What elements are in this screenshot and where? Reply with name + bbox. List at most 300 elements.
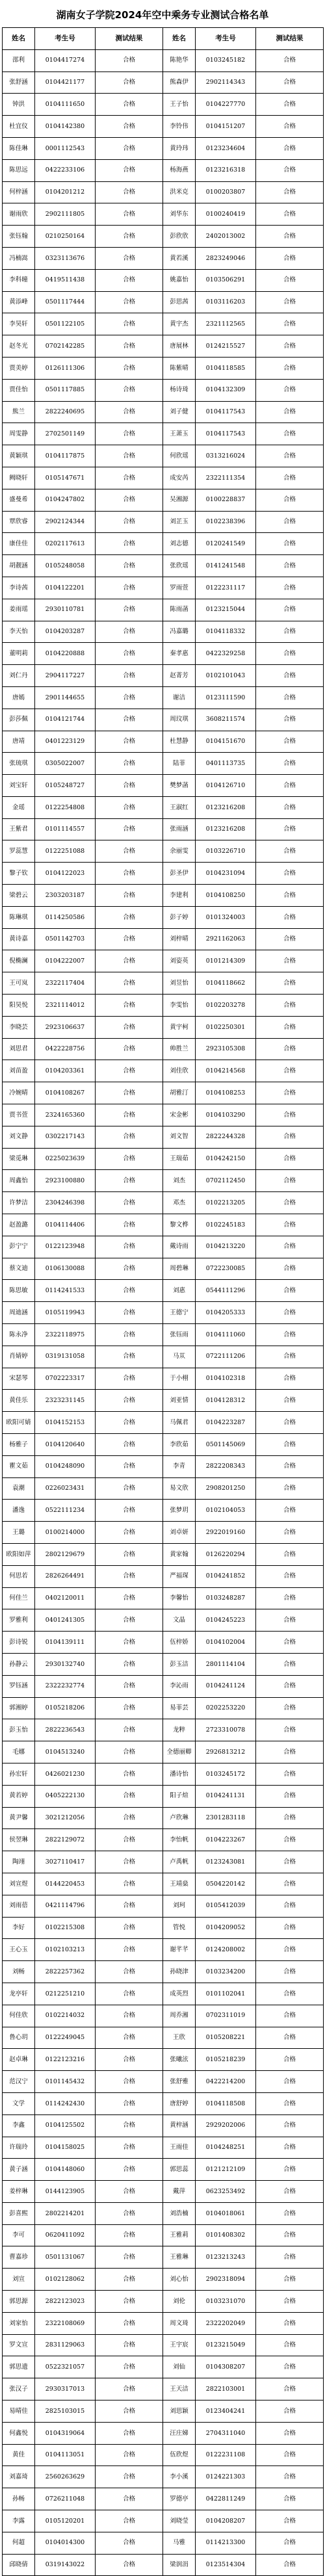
column-header-exam-number: 考生号	[196, 28, 256, 50]
cell-exam-number: 0702112450	[196, 1170, 256, 1192]
cell-exam-number: 2802129679	[35, 1543, 96, 1565]
table-row	[3, 2444, 324, 2466]
cell-exam-number: 0722230085	[196, 1258, 256, 1280]
cell-exam-number: 0104102318	[196, 1368, 256, 1390]
table-row	[3, 247, 324, 269]
cell-result: 合格	[96, 863, 163, 885]
cell-result: 合格	[256, 643, 324, 665]
cell-result: 合格	[96, 1060, 163, 1082]
cell-exam-number: 0402120011	[35, 1587, 96, 1609]
cell-exam-number: 0702142285	[35, 335, 96, 358]
table-row	[3, 1983, 324, 2005]
cell-exam-number: 0501145069	[196, 1434, 256, 1456]
cell-result: 合格	[256, 1807, 324, 1829]
cell-exam-number: 0104102004	[196, 1632, 256, 1654]
cell-name: 董明莉	[3, 643, 35, 665]
cell-result: 合格	[256, 1302, 324, 1324]
cell-exam-number: 0122123948	[35, 1236, 96, 1258]
cell-name: 贾美婷	[3, 357, 35, 379]
cell-result: 合格	[96, 1500, 163, 1522]
cell-exam-number: 0123243081	[196, 1851, 256, 1873]
cell-exam-number: 0123404241	[196, 2400, 256, 2423]
cell-result: 合格	[96, 555, 163, 577]
table-row	[3, 335, 324, 358]
cell-exam-number: 2831129063	[35, 2334, 96, 2356]
cell-name: 戴萍	[163, 2181, 196, 2203]
cell-name: 罗蕊慧	[3, 840, 35, 863]
table-row	[3, 2202, 324, 2224]
cell-exam-number: 0104242150	[196, 1148, 256, 1170]
cell-result: 合格	[256, 1961, 324, 1983]
cell-result: 合格	[256, 1346, 324, 1368]
cell-result: 合格	[256, 1873, 324, 1895]
cell-name: 郭思蕊	[163, 2159, 196, 2181]
cell-exam-number: 2822103001	[196, 2378, 256, 2400]
cell-exam-number: 2702501149	[35, 423, 96, 445]
cell-result: 合格	[256, 1477, 324, 1500]
cell-result: 合格	[96, 511, 163, 533]
cell-exam-number: 0422233106	[35, 159, 96, 181]
cell-name: 覃欣睿	[3, 511, 35, 533]
cell-result: 合格	[96, 599, 163, 621]
cell-result: 合格	[96, 2400, 163, 2423]
cell-result: 合格	[256, 2269, 324, 2291]
cell-exam-number: 0123234604	[196, 137, 256, 159]
cell-name: 帅胜兰	[163, 1038, 196, 1060]
cell-result: 合格	[96, 2202, 163, 2224]
cell-result: 合格	[256, 1895, 324, 1917]
cell-result: 合格	[256, 1917, 324, 1939]
cell-exam-number: 0105208221	[196, 2027, 256, 2049]
cell-exam-number: 0114213300	[196, 2532, 256, 2554]
cell-name: 刘晓莹	[163, 2510, 196, 2532]
cell-name: 王德宁	[163, 1302, 196, 1324]
table-row	[3, 1038, 324, 1060]
table-row	[3, 533, 324, 555]
cell-exam-number: 0122231117	[196, 577, 256, 599]
cell-exam-number: 2303203187	[35, 885, 96, 907]
cell-exam-number: 0422329258	[196, 643, 256, 665]
cell-exam-number: 0501117885	[35, 379, 96, 401]
table-body	[3, 49, 324, 2576]
cell-exam-number: 0426021230	[35, 1763, 96, 1785]
cell-exam-number: 0123213243	[196, 2246, 256, 2269]
cell-name: 王宇宸	[163, 2334, 196, 2356]
cell-name: 何佳欣	[3, 2005, 35, 2027]
cell-exam-number: 0121212109	[196, 2159, 256, 2181]
cell-exam-number: 2304246398	[35, 1192, 96, 1214]
cell-name: 何佳兰	[3, 1587, 35, 1609]
cell-exam-number: 0101145432	[35, 2071, 96, 2093]
cell-result: 合格	[96, 226, 163, 248]
cell-name: 周文琦	[163, 2312, 196, 2334]
cell-exam-number: 0104122023	[35, 863, 96, 885]
cell-result: 合格	[256, 1697, 324, 1719]
cell-result: 合格	[256, 775, 324, 797]
cell-name: 瞿文茹	[3, 1455, 35, 1477]
cell-name: 黄家翰	[163, 1543, 196, 1565]
cell-result: 合格	[256, 2488, 324, 2510]
cell-exam-number: 2802214201	[35, 2202, 96, 2224]
cell-exam-number: 0104108250	[196, 885, 256, 907]
cell-name: 唐展林	[163, 335, 196, 358]
table-row	[3, 2224, 324, 2246]
cell-result: 合格	[256, 1368, 324, 1390]
cell-exam-number: 0123216318	[196, 159, 256, 181]
cell-exam-number: 0104222007	[35, 950, 96, 972]
cell-result: 合格	[256, 1565, 324, 1587]
cell-name: 伍梓娇	[163, 1632, 196, 1654]
cell-name: 周碧琳	[163, 1258, 196, 1280]
cell-exam-number: 0104117543	[196, 423, 256, 445]
cell-name: 金瑶	[3, 796, 35, 818]
cell-result: 合格	[96, 2181, 163, 2203]
table-row	[3, 1807, 324, 1829]
cell-name: 黄尹馨	[3, 1807, 35, 1829]
cell-name: 李怡帆	[163, 1829, 196, 1851]
cell-name: 张琉琪	[3, 753, 35, 775]
cell-result: 合格	[96, 972, 163, 995]
cell-exam-number: 0104214568	[196, 1060, 256, 1082]
cell-result: 合格	[96, 1236, 163, 1258]
cell-exam-number: 2322111354	[196, 467, 256, 489]
cell-result: 合格	[96, 2159, 163, 2181]
cell-result: 合格	[96, 818, 163, 840]
cell-result: 合格	[96, 137, 163, 159]
cell-exam-number: 0104248251	[196, 2137, 256, 2159]
cell-name: 贾书萱	[3, 1104, 35, 1126]
cell-exam-number: 2321114012	[35, 995, 96, 1017]
cell-exam-number: 0401223129	[35, 731, 96, 753]
cell-exam-number: 0103231070	[196, 2291, 256, 2313]
table-row	[3, 1346, 324, 1368]
cell-result: 合格	[96, 1104, 163, 1126]
cell-exam-number: 0104241131	[196, 1785, 256, 1807]
table-row	[3, 1895, 324, 1917]
cell-result: 合格	[96, 1917, 163, 1939]
cell-name: 刘惠	[163, 1280, 196, 1302]
cell-name: 孙静云	[3, 1653, 35, 1675]
cell-name: 龙粹	[163, 1719, 196, 1741]
cell-exam-number: 0104513240	[35, 1741, 96, 1763]
cell-name: 罗文宣	[3, 2334, 35, 2356]
cell-name: 彭欣欣	[163, 226, 196, 248]
cell-exam-number: 2930110781	[35, 599, 96, 621]
cell-exam-number: 3021212056	[35, 1807, 96, 1829]
cell-exam-number: 0522111234	[35, 1500, 96, 1522]
cell-name: 姜雨瑶	[3, 599, 35, 621]
cell-name: 邱晓倩	[3, 2554, 35, 2576]
cell-result: 合格	[256, 885, 324, 907]
cell-name: 何欣瑶	[163, 445, 196, 467]
cell-name: 刘家怡	[3, 2312, 35, 2334]
cell-name: 李晓芸	[3, 1016, 35, 1038]
cell-exam-number: 0102213205	[196, 1192, 256, 1214]
cell-exam-number: 2704311040	[196, 2422, 256, 2444]
cell-name: 何超	[3, 2532, 35, 2554]
cell-name: 刘姿英	[163, 950, 196, 972]
cell-result: 合格	[256, 335, 324, 358]
cell-exam-number: 0102128062	[35, 2269, 96, 2291]
cell-name: 李好	[3, 1917, 35, 1939]
cell-exam-number: 2801114104	[196, 1653, 256, 1675]
cell-name: 袁潮	[3, 1477, 35, 1500]
cell-name: 王心玉	[3, 1939, 35, 1961]
cell-result: 合格	[256, 467, 324, 489]
table-row	[3, 1170, 324, 1192]
cell-result: 合格	[96, 533, 163, 555]
cell-name: 欧阳可婧	[3, 1412, 35, 1434]
cell-exam-number: 0319143022	[35, 2554, 96, 2576]
cell-result: 合格	[256, 840, 324, 863]
cell-result: 合格	[256, 269, 324, 291]
cell-exam-number: 2402013002	[196, 226, 256, 248]
cell-exam-number: 0123215049	[196, 2334, 256, 2356]
cell-result: 合格	[256, 181, 324, 203]
cell-result: 合格	[96, 1126, 163, 1148]
cell-name: 卢欣琳	[163, 1807, 196, 1829]
table-row	[3, 159, 324, 181]
cell-result: 合格	[256, 2092, 324, 2114]
cell-exam-number: 0104117543	[196, 401, 256, 423]
cell-exam-number: 0104018061	[196, 2202, 256, 2224]
cell-result: 合格	[256, 1455, 324, 1477]
table-row	[3, 1587, 324, 1609]
cell-name: 刘亚情	[163, 1390, 196, 1412]
table-row	[3, 72, 324, 94]
cell-name: 康佳佳	[3, 533, 35, 555]
cell-name: 王璐	[3, 1522, 35, 1544]
cell-name: 王天洁	[163, 2378, 196, 2400]
cell-result: 合格	[96, 2378, 163, 2400]
cell-result: 合格	[96, 2422, 163, 2444]
cell-result: 合格	[96, 1477, 163, 1500]
cell-result: 合格	[96, 94, 163, 116]
cell-exam-number: 0120241549	[196, 533, 256, 555]
table-row	[3, 972, 324, 995]
cell-result: 合格	[96, 1082, 163, 1104]
cell-result: 合格	[256, 357, 324, 379]
cell-name: 王紫君	[3, 818, 35, 840]
cell-exam-number: 2921162063	[196, 928, 256, 950]
cell-result: 合格	[256, 2291, 324, 2313]
cell-exam-number: 2322202049	[196, 2312, 256, 2334]
cell-result: 合格	[256, 1785, 324, 1807]
cell-name: 文晶	[163, 1609, 196, 1632]
cell-exam-number: 0102238396	[196, 511, 256, 533]
cell-name: 李欣茹	[163, 1434, 196, 1456]
cell-result: 合格	[96, 1324, 163, 1346]
cell-name: 张钰翰	[3, 226, 35, 248]
cell-name: 杨雅子	[3, 1434, 35, 1456]
cell-name: 何梓涵	[3, 181, 35, 203]
table-row	[3, 313, 324, 335]
cell-exam-number: 2926813212	[196, 1741, 256, 1763]
cell-exam-number: 2902114343	[196, 72, 256, 94]
table-row	[3, 885, 324, 907]
cell-exam-number: 3027110417	[35, 1851, 96, 1873]
table-row	[3, 1324, 324, 1346]
cell-result: 合格	[96, 906, 163, 928]
cell-result: 合格	[96, 1653, 163, 1675]
cell-name: 彭玉洁	[163, 1653, 196, 1675]
cell-result: 合格	[256, 555, 324, 577]
table-row	[3, 1741, 324, 1763]
cell-result: 合格	[256, 2356, 324, 2378]
cell-name: 陈永净	[3, 1324, 35, 1346]
cell-result: 合格	[96, 1939, 163, 1961]
cell-result: 合格	[96, 1170, 163, 1192]
cell-name: 孙宏轩	[3, 1763, 35, 1785]
cell-name: 张雨涵	[163, 818, 196, 840]
table-row	[3, 2137, 324, 2159]
cell-name: 马雅	[163, 2532, 196, 2554]
cell-name: 黄诗嘉	[3, 928, 35, 950]
cell-name: 刘梓晴	[163, 928, 196, 950]
cell-name: 王雅莉	[163, 2224, 196, 2246]
table-row	[3, 2334, 324, 2356]
cell-exam-number: 0105412039	[196, 1895, 256, 1917]
cell-exam-number: 0313216024	[196, 445, 256, 467]
cell-name: 刘雨蓓	[3, 1895, 35, 1917]
cell-exam-number: 0422811249	[196, 2488, 256, 2510]
cell-name: 李青	[163, 1455, 196, 1477]
cell-exam-number: 0726211048	[35, 2488, 96, 2510]
cell-name: 黄宇杰	[163, 313, 196, 335]
cell-name: 余丽雯	[163, 840, 196, 863]
cell-exam-number: 0122254808	[35, 796, 96, 818]
cell-name: 张汉子	[3, 2378, 35, 2400]
cell-result: 合格	[256, 72, 324, 94]
cell-exam-number: 0100228837	[196, 489, 256, 511]
cell-result: 合格	[256, 709, 324, 731]
cell-name: 李露	[3, 2510, 35, 2532]
cell-exam-number: 0104114406	[35, 1214, 96, 1236]
cell-result: 合格	[256, 1082, 324, 1104]
cell-exam-number: 0501122105	[35, 313, 96, 335]
cell-result: 合格	[256, 2027, 324, 2049]
table-row	[3, 2005, 324, 2027]
column-header-exam-number: 考生号	[35, 28, 96, 50]
cell-exam-number: 2823249046	[196, 247, 256, 269]
table-row	[3, 1368, 324, 1390]
cell-name: 陈紫晴	[163, 357, 196, 379]
cell-result: 合格	[96, 291, 163, 313]
table-row	[3, 291, 324, 313]
cell-result: 合格	[96, 72, 163, 94]
cell-name: 阙晓轩	[3, 467, 35, 489]
cell-exam-number: 0122231108	[196, 2444, 256, 2466]
cell-exam-number: 0105119943	[35, 1302, 96, 1324]
cell-exam-number: 2323231145	[35, 1390, 96, 1412]
cell-exam-number: 0123216208	[196, 796, 256, 818]
cell-name: 彭玉怡	[3, 1719, 35, 1741]
cell-exam-number: 0419511438	[35, 269, 96, 291]
cell-exam-number: 0501142703	[35, 928, 96, 950]
cell-exam-number: 0302217143	[35, 1126, 96, 1148]
cell-name: 蔡文迪	[3, 1258, 35, 1280]
cell-result: 合格	[96, 1785, 163, 1807]
cell-exam-number: 0102101043	[196, 665, 256, 687]
cell-name: 谢芊芊	[163, 1939, 196, 1961]
cell-name: 刘伦	[163, 2291, 196, 2313]
table-row	[3, 1675, 324, 1697]
cell-name: 张曦泫	[163, 2049, 196, 2071]
cell-name: 彭圣伊	[163, 863, 196, 885]
cell-exam-number: 0702223317	[35, 1368, 96, 1390]
cell-exam-number: 0102215308	[35, 1917, 96, 1939]
cell-exam-number: 0104118332	[196, 621, 256, 643]
cell-result: 合格	[256, 1719, 324, 1741]
table-row	[3, 1522, 324, 1544]
table-row	[3, 1302, 324, 1324]
cell-result: 合格	[96, 1522, 163, 1544]
table-row	[3, 1214, 324, 1236]
cell-exam-number: 0101114557	[35, 818, 96, 840]
cell-exam-number: 0210250164	[35, 226, 96, 248]
cell-name: 马苁	[163, 1346, 196, 1368]
cell-exam-number: 0702311019	[196, 2005, 256, 2027]
cell-exam-number: 0105218239	[196, 2049, 256, 2071]
cell-exam-number: 0105147671	[35, 467, 96, 489]
cell-exam-number: 0104148060	[35, 2159, 96, 2181]
cell-name: 刘卓妍	[163, 1522, 196, 1544]
cell-result: 合格	[256, 137, 324, 159]
cell-name: 欧阳如萍	[3, 1543, 35, 1565]
table-row	[3, 995, 324, 1017]
column-header-result: 测试结果	[256, 28, 324, 50]
cell-result: 合格	[256, 2224, 324, 2246]
cell-name: 刘思君	[3, 1038, 35, 1060]
cell-exam-number: 0104117875	[35, 445, 96, 467]
results-table	[2, 27, 324, 2576]
cell-name: 刘仁丹	[3, 665, 35, 687]
cell-name: 许瑞玲	[3, 2137, 35, 2159]
cell-exam-number: 0103234200	[196, 1961, 256, 1983]
cell-result: 合格	[256, 423, 324, 445]
table-row	[3, 511, 324, 533]
table-row	[3, 2532, 324, 2554]
cell-name: 张欣瑶	[163, 555, 196, 577]
cell-name: 王雨佳	[163, 2137, 196, 2159]
cell-exam-number: 0401113735	[196, 753, 256, 775]
cell-exam-number: 0422214200	[196, 2071, 256, 2093]
cell-name: 范汉宁	[3, 2071, 35, 2093]
cell-result: 合格	[96, 1038, 163, 1060]
cell-result: 合格	[96, 116, 163, 138]
cell-result: 合格	[256, 1104, 324, 1126]
cell-name: 刘畅	[3, 1961, 35, 1983]
cell-exam-number: 0305022007	[35, 753, 96, 775]
cell-result: 合格	[256, 2071, 324, 2093]
cell-result: 合格	[96, 445, 163, 467]
table-row	[3, 2422, 324, 2444]
cell-name: 王瑞茹	[163, 1148, 196, 1170]
cell-result: 合格	[256, 686, 324, 709]
cell-name: 易文欣	[163, 1477, 196, 1500]
cell-exam-number: 2826264491	[35, 1565, 96, 1587]
cell-name: 张梦玥	[163, 1500, 196, 1522]
cell-exam-number: 0104139111	[35, 1632, 96, 1654]
table-row	[3, 906, 324, 928]
cell-name: 鲁心玥	[3, 2027, 35, 2049]
cell-exam-number: 0122123216	[35, 2049, 96, 2071]
cell-result: 合格	[96, 1192, 163, 1214]
column-header-name: 姓名	[163, 28, 196, 50]
cell-exam-number: 0106130088	[35, 1258, 96, 1280]
cell-name: 张舒涵	[3, 72, 35, 94]
cell-exam-number: 0104151207	[196, 116, 256, 138]
